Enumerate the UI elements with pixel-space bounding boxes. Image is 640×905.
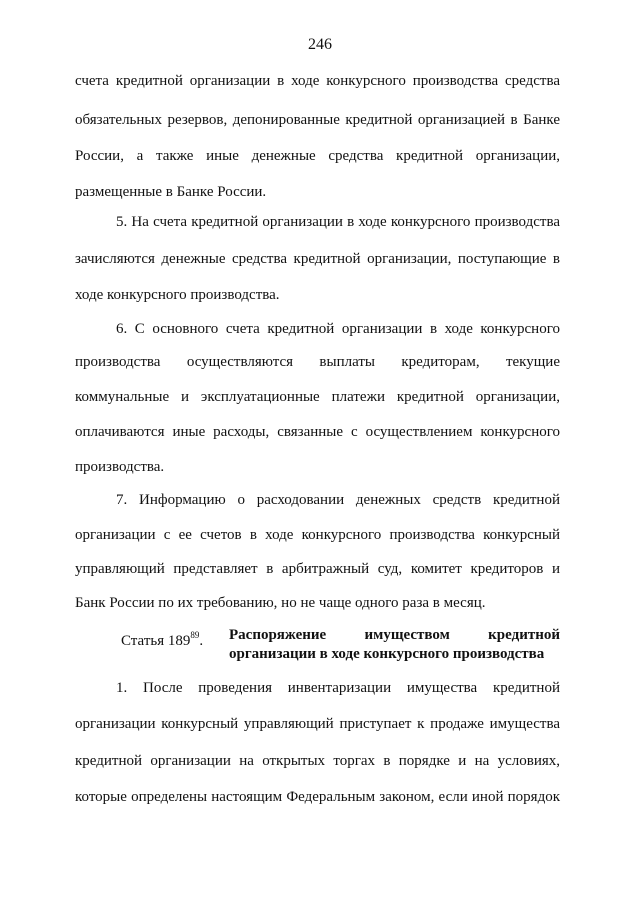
paragraph-line: организации с ее счетов в ходе конкурсного производства конкурсный xyxy=(75,527,560,543)
paragraph-line: управляющий представляет в арбитражный суд, комитет кредиторов и xyxy=(75,561,560,577)
paragraph-line: которые определены настоящим Федеральным законом, если иной порядок xyxy=(75,789,560,805)
paragraph-line: производства. xyxy=(75,459,165,475)
article-number xyxy=(121,626,203,650)
paragraph-line: коммунальные и эксплуатационные платежи кредитной организации, xyxy=(75,389,560,405)
paragraph-line: 7. Информацию о расходовании денежных средств кредитной xyxy=(116,492,560,508)
paragraph-line: производства осуществляются выплаты кредиторам, текущие xyxy=(75,354,560,370)
article-superscript: 89 xyxy=(190,630,200,640)
paragraph-line: обязательных резервов, депонированные кредитной организацией в Банке xyxy=(75,112,560,128)
paragraph-line: кредитной организации на открытых торгах в порядке и на условиях, xyxy=(75,753,560,769)
paragraph-line: 5. На счета кредитной организации в ходе конкурсного производства xyxy=(116,214,560,230)
paragraph-line: организации конкурсный управляющий приступает к продаже имущества xyxy=(75,716,560,732)
article-label-suffix: . xyxy=(199,633,204,649)
paragraph-line: ходе конкурсного производства. xyxy=(75,287,280,303)
paragraph-line: Банк России по их требованию, но не чаще одного раза в месяц. xyxy=(75,595,486,611)
paragraph-line: 1. После проведения инвентаризации имущества кредитной xyxy=(116,680,560,696)
paragraph-line: России, а также иные денежные средства кредитной организации, xyxy=(75,148,560,164)
page-number: 246 xyxy=(308,36,332,53)
paragraph-line: 6. С основного счета кредитной организации в ходе конкурсного xyxy=(116,321,560,337)
paragraph-line: счета кредитной организации в ходе конкурсного производства средства xyxy=(75,73,560,89)
article-label-text: Статья 189 xyxy=(121,633,191,649)
article-title-line: Распоряжение имуществом кредитной xyxy=(229,627,560,643)
article-title-line: организации в ходе конкурсного производства xyxy=(229,646,545,662)
paragraph-line: зачисляются денежные средства кредитной организации, поступающие в xyxy=(75,251,560,267)
paragraph-line: оплачиваются иные расходы, связанные с осуществлением конкурсного xyxy=(75,424,560,440)
paragraph-line: размещенные в Банке России. xyxy=(75,184,267,200)
